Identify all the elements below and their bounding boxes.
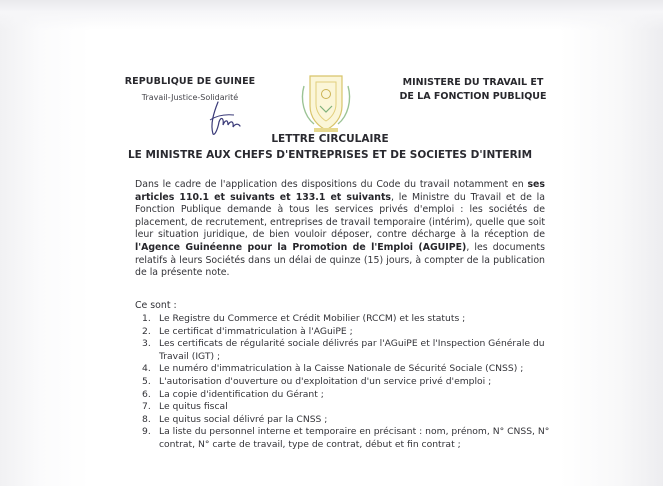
coat-of-arms-emblem: [296, 66, 356, 136]
list-item-number: 6.: [142, 388, 151, 400]
list-item-text: Le certificat d'immatriculation à l'AGuiPE ;: [159, 325, 353, 337]
list-item-number: 3.: [142, 338, 151, 350]
list-item: [135, 414, 555, 427]
list-item-number: 7.: [142, 401, 151, 413]
list-item-text: Le quitus fiscal: [159, 401, 228, 413]
list-item-text: La liste du personnel interne et temporaire en précisant : nom, prénom, N° CNSS, N° contrat, N° carte de travail, type de contrat, début et fin contrat ;: [159, 426, 550, 450]
page-shadow: [0, 0, 663, 30]
list-item: [135, 426, 555, 451]
list-item-number: 8.: [142, 413, 151, 425]
title-line-1: LETTRE CIRCULAIRE: [271, 133, 389, 145]
list-item-text: L'autorisation d'ouverture ou d'exploitation d'un service privé d'emploi ;: [159, 375, 492, 387]
documents-list: [135, 313, 555, 452]
list-item: [135, 363, 555, 376]
list-item: [135, 313, 555, 326]
list-item-number: 5.: [142, 375, 151, 387]
ministry-line-2: DE LA FONCTION PUBLIQUE: [399, 91, 547, 102]
national-motto: Travail-Justice-Solidarité: [141, 93, 239, 102]
header-left: [100, 76, 280, 102]
handwritten-signature: [204, 98, 246, 138]
document-title: [90, 133, 570, 161]
list-item-text: Les certificats de régularité sociale délivrés par l'AGuiPE et l'Inspection Générale du Travail (IGT) ;: [159, 338, 545, 362]
list-item-number: 9.: [142, 426, 151, 438]
header-right: [378, 76, 568, 104]
list-item-text: Le numéro d'immatriculation à la Caisse Nationale de Sécurité Sociale (CNSS) ;: [159, 363, 524, 375]
list-item: [135, 389, 555, 402]
ministry-line-1: MINISTERE DU TRAVAIL ET: [402, 77, 544, 88]
title-line-2: LE MINISTRE AUX CHEFS D'ENTREPRISES ET DE SOCIETES D'INTERIM: [127, 149, 533, 161]
body-agency: l'Agence Guinéenne pour la Promotion de l'Emploi (AGUIPE): [135, 241, 467, 253]
list-item: [135, 401, 555, 414]
list-item: [135, 376, 555, 389]
list-item-text: La copie d'identification du Gérant ;: [159, 388, 324, 400]
body-paragraph: [135, 179, 545, 280]
list-intro: Ce sont :: [135, 300, 177, 311]
list-item: [135, 338, 555, 363]
country-name: REPUBLIQUE DE GUINEE: [124, 76, 256, 87]
body-text-e: , les documents relatifs à leurs Sociétés dans un délai de quinze (15) jours, à compter de la publication de la présente note.: [135, 241, 545, 279]
list-item-number: 4.: [142, 363, 151, 375]
list-item-text: Le quitus social délivré par la CNSS ;: [159, 413, 328, 425]
body-text-c: , le Ministre du Travail et de la Fonction Publique demande à tous les services privés d'emploi : les sociétés de placement, de recrutement, entreprises de travail temporaire (intérim), quelle que soit leur situation juridique, de bien vouloir déposer, contre décharge à la réception de: [135, 191, 545, 241]
list-item-number: 1.: [142, 313, 151, 324]
body-text-a: Dans le cadre de l'application des dispositions du Code du travail notamment en: [135, 179, 528, 190]
list-item-text: Le Registre du Commerce et Crédit Mobilier (RCCM) et les statuts ;: [159, 313, 466, 324]
list-item: [135, 326, 555, 339]
list-item-number: 2.: [142, 325, 151, 337]
body-articles: ses articles 110.1 et suivants et 133.1 et suivants: [135, 179, 545, 203]
